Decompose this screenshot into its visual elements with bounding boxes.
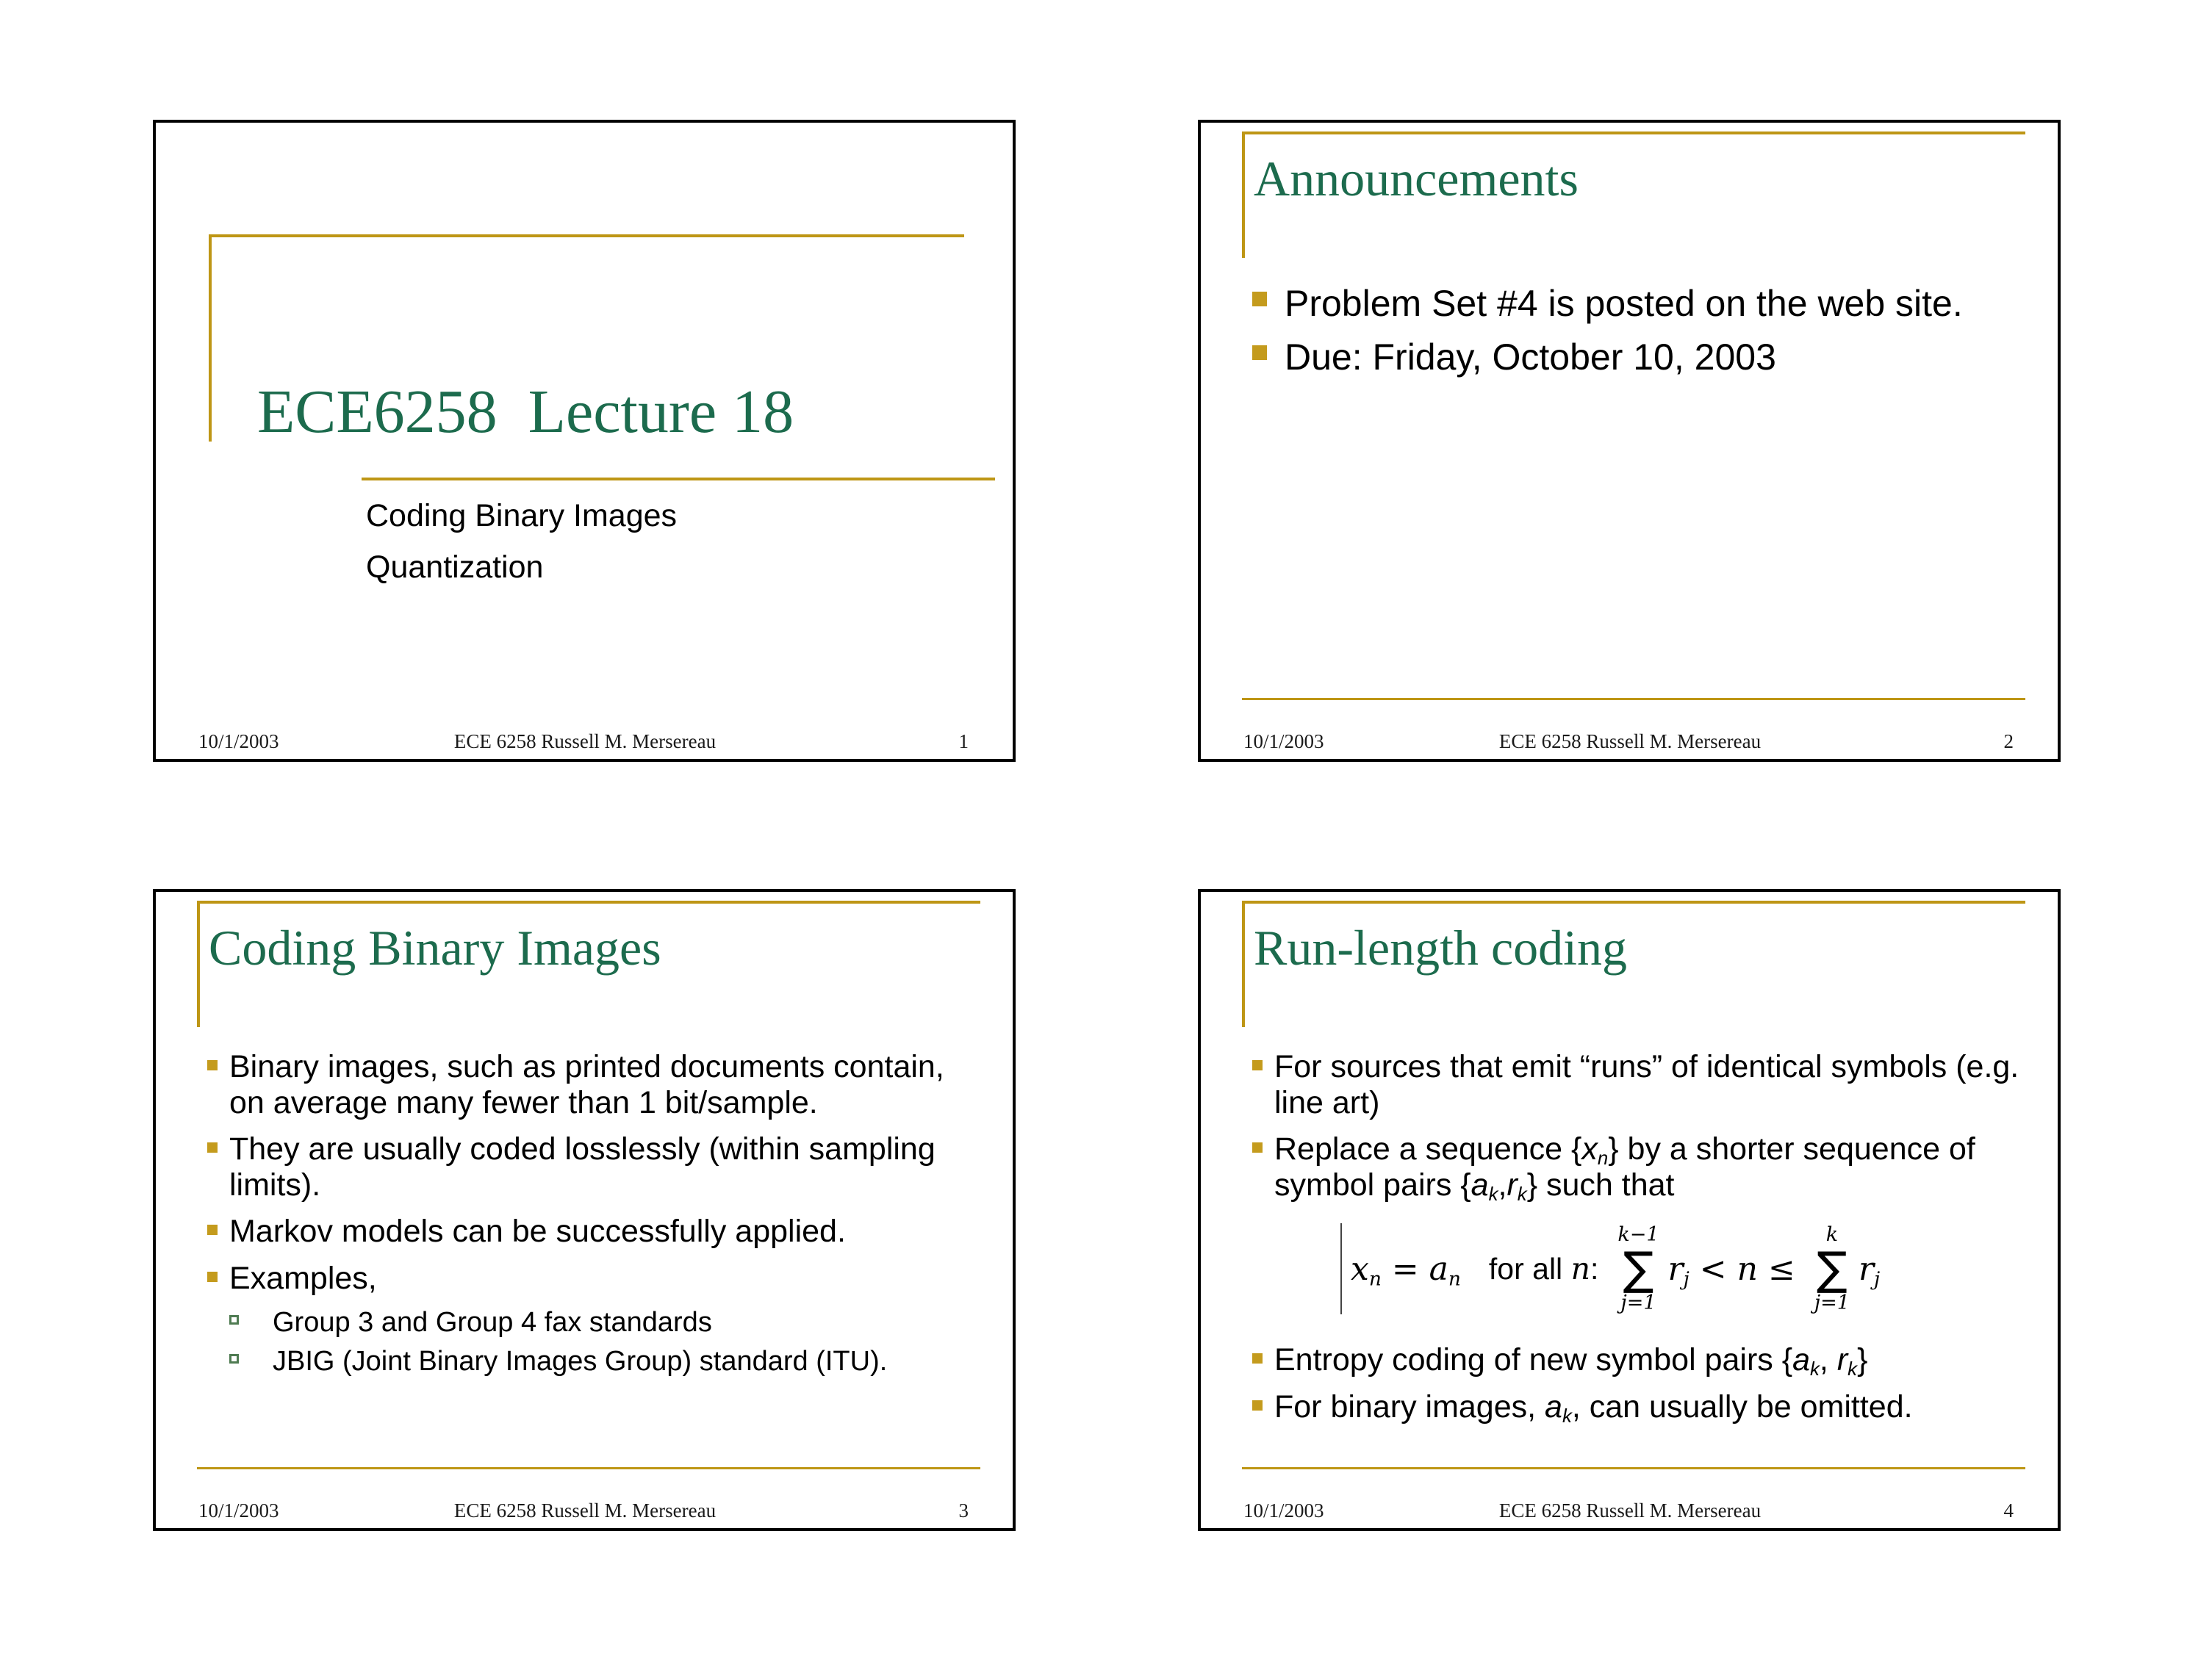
bullet-square-icon [1252, 1400, 1263, 1411]
bullet-square-icon [207, 1060, 218, 1070]
bullet-item [207, 1131, 974, 1203]
sub-bullet-item [229, 1307, 974, 1339]
slide-footer [1243, 1499, 2017, 1524]
gold-rule-top [209, 234, 964, 237]
subtitle-line-1: Coding Binary Images [366, 498, 678, 533]
bullet-square-icon [1252, 345, 1267, 360]
formula-left-rule [1340, 1223, 1342, 1314]
slide-1-title-slide [153, 120, 1016, 762]
slide-body [1252, 1049, 2019, 1436]
footer-page-number: 4 [2003, 1499, 2014, 1521]
formula-inequality: $r_j < n$ ≤ [1667, 1250, 1806, 1291]
gold-rule-bottom [197, 1467, 980, 1469]
slide-title: Coding Binary Images [209, 920, 661, 976]
gold-rule-side [1242, 901, 1245, 1027]
footer-date: 10/1/2003 [198, 1499, 279, 1521]
bullet-square-icon [1252, 1142, 1263, 1153]
bullet-square-icon [1252, 1060, 1263, 1070]
gold-rule-bottom [1242, 1467, 2025, 1469]
bullet-item [207, 1261, 974, 1297]
slide-footer [198, 1499, 972, 1524]
bullet-square-icon [1252, 1353, 1263, 1364]
footer-page-number: 1 [958, 730, 969, 752]
bullet-text: Markov models can be successfully applied. [229, 1214, 846, 1250]
bullet-text: Examples, [229, 1260, 377, 1296]
bullet-text: Replace a sequence $\{x_n\}$ by a shorter sequence of symbol pairs $\{a_k,r_k\}$ such that [1274, 1131, 1975, 1205]
sigma-icon: ∑ [1623, 1242, 1654, 1296]
sigma-icon: ∑ [1817, 1242, 1847, 1296]
sub-bullet-open-square-icon [229, 1354, 239, 1364]
bullet-square-icon [207, 1142, 218, 1153]
bullet-text: They are usually coded losslessly (within sampling limits). [229, 1131, 936, 1203]
bullet-text: Binary images, such as printed documents contain, on average many fewer than 1 bit/sample. [229, 1049, 944, 1120]
subtitle-line-2: Quantization [366, 550, 544, 585]
footer-author: ECE 6258 Russell M. Mersereau [1498, 1499, 1762, 1521]
lecture-subtitle [366, 490, 677, 593]
slide-3-coding-binary-images [153, 889, 1016, 1531]
gold-rule-top [1242, 901, 2025, 904]
gold-rule-top [197, 901, 980, 904]
bullet-item [1252, 280, 2019, 328]
sub-bullet-item [229, 1346, 974, 1378]
slide-body [207, 1049, 974, 1385]
footer-author: ECE 6258 Russell M. Mersereau [453, 730, 717, 752]
sub-bullet-text: Group 3 and Group 4 fax standards [273, 1307, 712, 1339]
gold-rule-top [1242, 132, 2025, 134]
formula-forall-word: for all [1488, 1252, 1571, 1286]
bullet-item [1252, 1342, 2019, 1378]
summation-2 [1814, 1223, 1850, 1314]
formula-forall-var: n: [1570, 1251, 1599, 1287]
footer-author: ECE 6258 Russell M. Mersereau [453, 1499, 717, 1521]
sum-2-upper-limit: k [1825, 1223, 1839, 1247]
bullet-square-icon [207, 1272, 218, 1282]
sub-bullet-text: JBIG (Joint Binary Images Group) standard (ITU). [273, 1346, 888, 1378]
formula-forall [1489, 1251, 1598, 1286]
gold-rule-subtitle [362, 478, 995, 480]
formula-lhs: $x_n = a_n$ [1351, 1250, 1461, 1291]
footer-date: 10/1/2003 [198, 730, 279, 752]
bullet-square-icon [207, 1225, 218, 1235]
slide-4-run-length-coding [1198, 889, 2061, 1531]
bullet-text: Problem Set #4 is posted on the web site. [1285, 283, 1963, 324]
bullet-item [207, 1214, 974, 1250]
bullet-item [1252, 1131, 2019, 1203]
formula-tail: $r_j$ [1859, 1250, 1881, 1291]
slide-2-announcements [1198, 120, 2061, 762]
bullet-item [1252, 1389, 2019, 1425]
sub-bullet-open-square-icon [229, 1315, 239, 1325]
slide-title: Announcements [1254, 151, 1579, 206]
slide-footer [1243, 730, 2017, 755]
slide-footer [198, 730, 972, 755]
footer-page-number: 3 [958, 1499, 969, 1521]
footer-date: 10/1/2003 [1243, 730, 1324, 752]
footer-page-number: 2 [2003, 730, 2014, 752]
bullet-text: Due: Friday, October 10, 2003 [1285, 336, 1776, 378]
gold-rule-side [1242, 132, 1245, 258]
summation-1 [1617, 1223, 1659, 1314]
footer-author: ECE 6258 Russell M. Mersereau [1498, 730, 1762, 752]
bullet-item [1252, 1049, 2019, 1120]
bullet-item [207, 1049, 974, 1120]
bullet-square-icon [1252, 292, 1267, 306]
gold-rule-side [209, 234, 212, 442]
lecture-title: ECE6258 Lecture 18 [257, 378, 794, 446]
gold-rule-side [197, 901, 200, 1027]
run-length-formula [1340, 1223, 2019, 1314]
bullet-text: Entropy coding of new symbol pairs {$a_k$, $r_k$} [1274, 1342, 1868, 1380]
sum-1-lower-limit: j=1 [1620, 1292, 1656, 1315]
slide-title: Run-length coding [1254, 920, 1628, 976]
bullet-item [1252, 334, 2019, 381]
slide-body [1252, 280, 2019, 387]
bullet-text: For binary images, $a_k$, can usually be omitted. [1274, 1389, 1913, 1427]
sum-1-upper-limit: k−1 [1617, 1223, 1659, 1247]
gold-rule-bottom [1242, 698, 2025, 700]
sum-2-lower-limit: j=1 [1814, 1292, 1850, 1315]
bullet-text: For sources that emit “runs” of identical symbols (e.g. line art) [1274, 1049, 2019, 1120]
footer-date: 10/1/2003 [1243, 1499, 1324, 1521]
